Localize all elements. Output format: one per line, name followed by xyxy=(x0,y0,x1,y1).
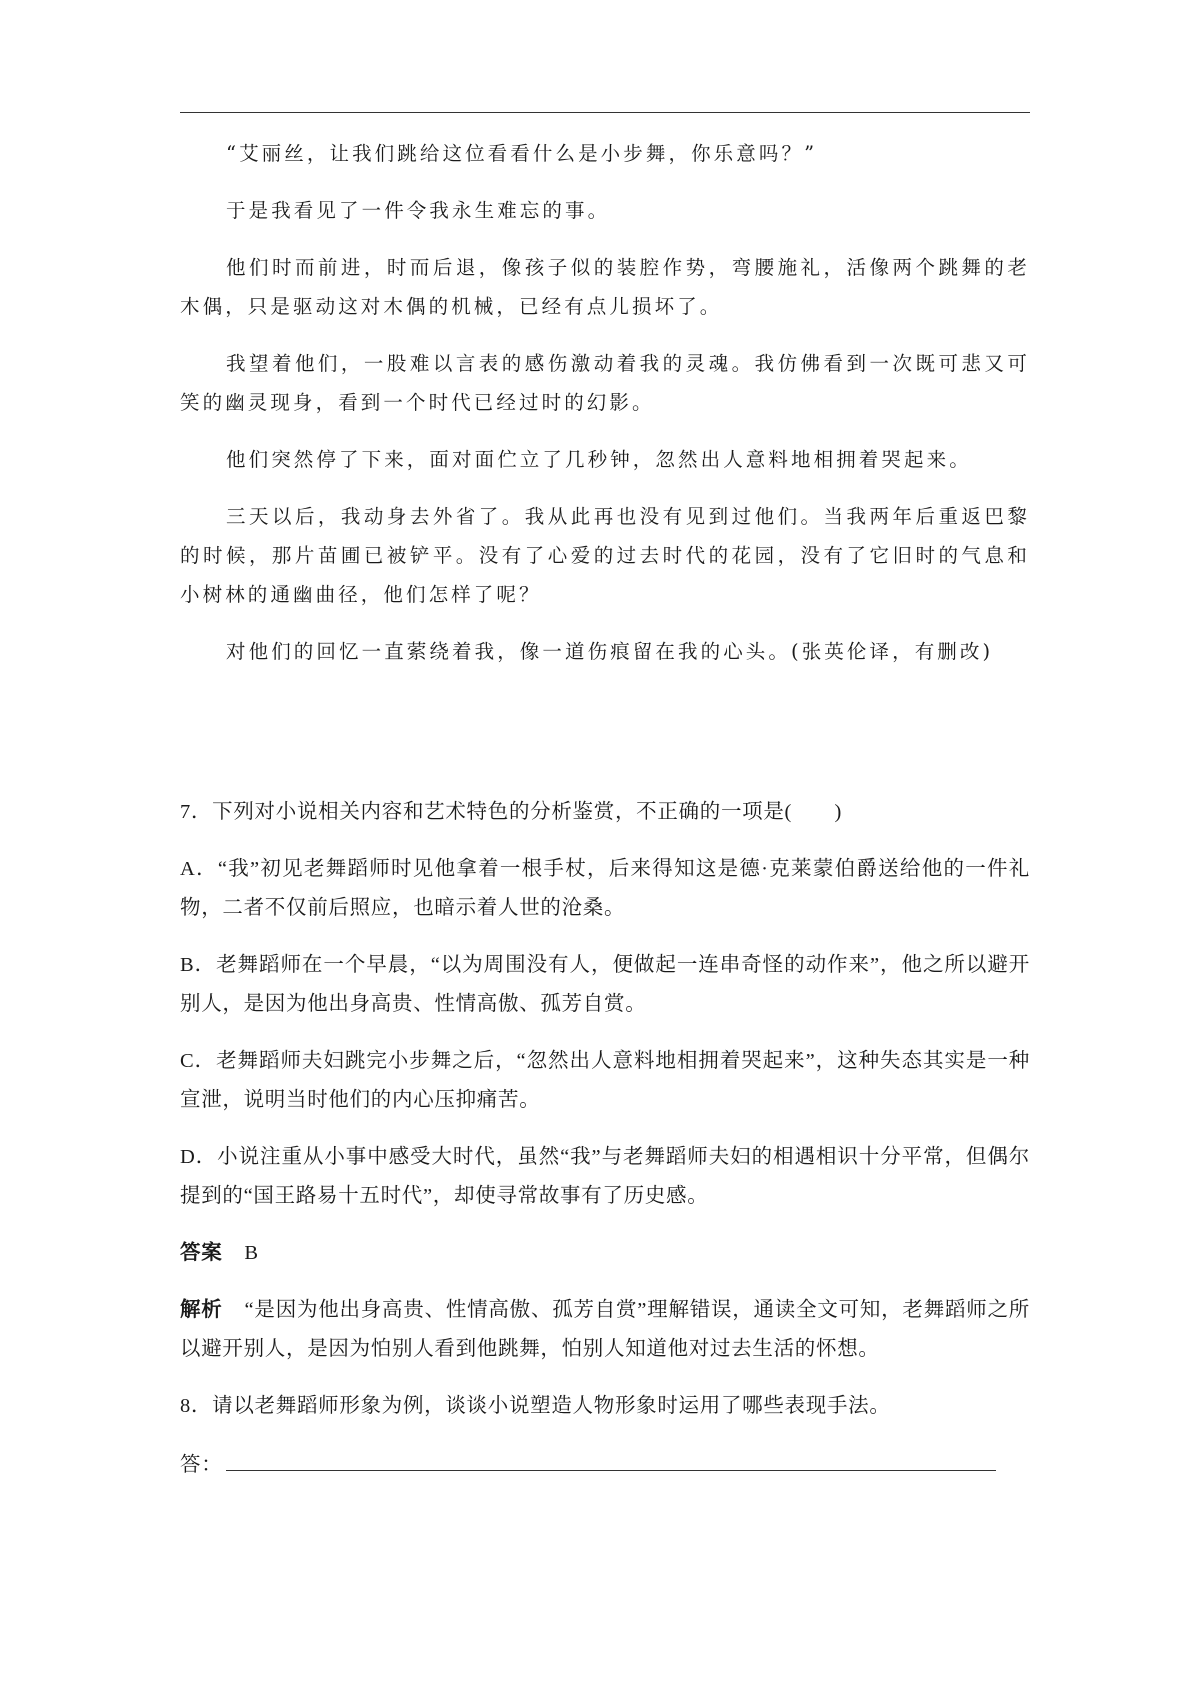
header-rule xyxy=(180,112,1030,113)
story-paragraph: “艾丽丝，让我们跳给这位看看什么是小步舞，你乐意吗？” xyxy=(226,142,818,165)
question-7-option-a: A．“我”初见老舞蹈师时见他拿着一根手杖，后来得知这是德·克莱蒙伯爵送给他的一件礼物，二者不仅前后照应，也暗示着人世的沧桑。 xyxy=(180,858,1030,919)
question-7-option-c: C．老舞蹈师夫妇跳完小步舞之后，“忽然出人意料地相拥着哭起来”，这种失态其实是一种宣泄，说明当时他们的内心压抑痛苦。 xyxy=(180,1050,1030,1111)
story-paragraph: 对他们的回忆一直萦绕着我，像一道伤痕留在我的心头。(张英伦译，有删改) xyxy=(226,640,994,663)
analysis-row xyxy=(180,1291,1030,1369)
answer-label: 答案 xyxy=(180,1242,223,1264)
analysis-text: “是因为他出身高贵、性情高傲、孤芳自赏”理解错误，通读全文可知，老舞蹈师之所以避开别人，是因为怕别人看到他跳舞，怕别人知道他对过去生活的怀想。 xyxy=(180,1299,1030,1360)
story-paragraph: 于是我看见了一件令我永生难忘的事。 xyxy=(226,199,611,222)
answer-row xyxy=(180,1234,1030,1273)
story-excerpt xyxy=(180,134,1030,689)
question-7-option-b: B．老舞蹈师在一个早晨，“以为周围没有人，便做起一连串奇怪的动作来”，他之所以避开别人，是因为他出身高贵、性情高傲、孤芳自赏。 xyxy=(180,954,1030,1015)
story-paragraph: 三天以后，我动身去外省了。我从此再也没有见到过他们。当我两年后重返巴黎的时候，那片苗圃已被铲平。没有了心爱的过去时代的花园，没有了它旧时的气息和小树林的通幽曲径，他们怎样了呢？ xyxy=(180,505,1030,606)
story-paragraph: 他们突然停了下来，面对面伫立了几秒钟，忽然出人意料地相拥着哭起来。 xyxy=(226,448,972,471)
question-8-answer-row xyxy=(180,1444,1030,1485)
answer-value: B xyxy=(244,1242,259,1264)
answer-blank-line[interactable] xyxy=(226,1444,996,1471)
story-paragraph: 我望着他们，一股难以言表的感伤激动着我的灵魂。我仿佛看到一次既可悲又可笑的幽灵现身，看到一个时代已经过时的幻影。 xyxy=(180,352,1030,414)
question-7-stem: 7．下列对小说相关内容和艺术特色的分析鉴赏，不正确的一项是( ) xyxy=(180,801,843,823)
questions-section xyxy=(180,793,1030,1503)
answer-prefix: 答： xyxy=(180,1454,223,1476)
analysis-label: 解析 xyxy=(180,1299,223,1321)
question-8-stem: 8．请以老舞蹈师形象为例，谈谈小说塑造人物形象时运用了哪些表现手法。 xyxy=(180,1395,891,1417)
story-paragraph: 他们时而前进，时而后退，像孩子似的装腔作势，弯腰施礼，活像两个跳舞的老木偶，只是驱动这对木偶的机械，已经有点儿损坏了。 xyxy=(180,256,1030,318)
question-7-option-d: D．小说注重从小事中感受大时代，虽然“我”与老舞蹈师夫妇的相遇相识十分平常，但偶尔提到的“国王路易十五时代”，却使寻常故事有了历史感。 xyxy=(180,1146,1030,1207)
